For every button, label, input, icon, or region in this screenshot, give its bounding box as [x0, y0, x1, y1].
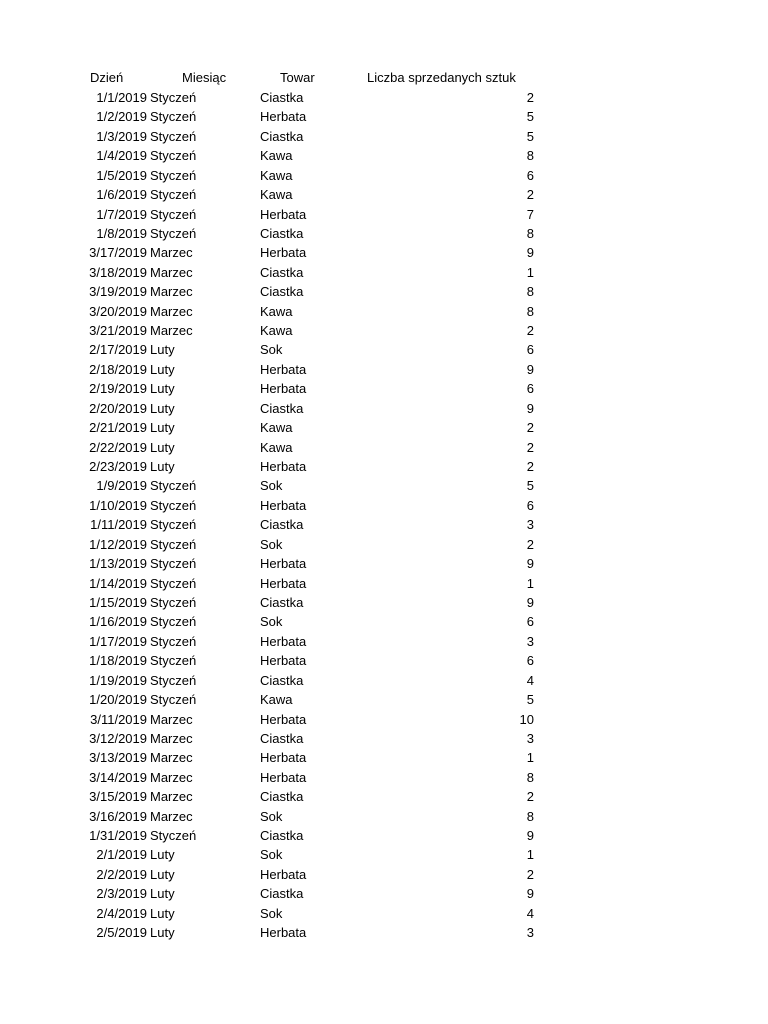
- cell-item: Kawa: [260, 187, 293, 203]
- cell-month: Styczeń: [150, 478, 197, 494]
- cell-item: Ciastka: [260, 128, 304, 144]
- cell-month: Luty: [150, 420, 175, 436]
- cell-item: Kawa: [260, 692, 293, 708]
- cell-item: Sok: [260, 614, 283, 630]
- cell-quantity: 2: [526, 187, 534, 203]
- cell-quantity: 5: [526, 478, 534, 494]
- cell-item: Sok: [260, 847, 283, 863]
- cell-month: Styczeń: [150, 556, 197, 572]
- cell-day: 2/19/2019: [89, 381, 147, 397]
- cell-day: 3/20/2019: [89, 303, 147, 319]
- cell-item: Ciastka: [260, 517, 304, 533]
- table-row: [0, 671, 768, 690]
- cell-item: Ciastka: [260, 400, 304, 416]
- cell-quantity: 6: [526, 653, 534, 669]
- cell-month: Styczeń: [150, 614, 197, 630]
- cell-quantity: 9: [526, 400, 534, 416]
- cell-day: 2/1/2019: [96, 847, 147, 863]
- cell-day: 3/21/2019: [89, 323, 147, 339]
- cell-quantity: 9: [526, 828, 534, 844]
- cell-item: Kawa: [260, 323, 293, 339]
- table-row: [0, 438, 768, 457]
- header-quantity: Liczba sprzedanych sztuk: [367, 70, 516, 85]
- table-row: [0, 399, 768, 418]
- cell-month: Styczeń: [150, 633, 197, 649]
- cell-item: Ciastka: [260, 90, 304, 105]
- cell-day: 3/12/2019: [89, 730, 147, 746]
- cell-quantity: 8: [526, 769, 534, 785]
- cell-quantity: 4: [526, 672, 534, 688]
- cell-quantity: 7: [526, 206, 534, 222]
- cell-day: 1/2/2019: [96, 109, 147, 125]
- cell-quantity: 5: [526, 109, 534, 125]
- table-row: [0, 243, 768, 262]
- table-row: [0, 710, 768, 729]
- cell-item: Herbata: [260, 925, 307, 941]
- table-row: [0, 107, 768, 126]
- cell-item: Herbata: [260, 245, 307, 261]
- cell-quantity: 5: [526, 692, 534, 708]
- cell-month: Luty: [150, 439, 175, 455]
- cell-month: Marzec: [150, 750, 193, 766]
- table-row: [0, 690, 768, 709]
- cell-month: Marzec: [150, 245, 193, 261]
- cell-item: Ciastka: [260, 264, 304, 280]
- cell-quantity: 1: [526, 264, 534, 280]
- cell-item: Herbata: [260, 361, 307, 377]
- cell-day: 3/16/2019: [89, 808, 147, 824]
- cell-item: Herbata: [260, 711, 307, 727]
- cell-day: 2/2/2019: [96, 866, 147, 882]
- cell-quantity: 6: [526, 167, 534, 183]
- table-row: [0, 748, 768, 767]
- table-row: [0, 826, 768, 845]
- table-row: [0, 632, 768, 651]
- cell-item: Kawa: [260, 167, 293, 183]
- cell-item: Herbata: [260, 381, 307, 397]
- cell-day: 2/5/2019: [96, 925, 147, 941]
- cell-day: 1/20/2019: [89, 692, 147, 708]
- cell-item: Sok: [260, 536, 283, 552]
- cell-item: Herbata: [260, 633, 307, 649]
- cell-day: 1/6/2019: [96, 187, 147, 203]
- cell-quantity: 2: [526, 536, 534, 552]
- cell-quantity: 9: [526, 361, 534, 377]
- cell-month: Luty: [150, 361, 175, 377]
- table-row: [0, 884, 768, 903]
- cell-item: Ciastka: [260, 284, 304, 300]
- table-row: [0, 651, 768, 670]
- cell-day: 2/22/2019: [89, 439, 147, 455]
- cell-quantity: 2: [526, 439, 534, 455]
- cell-day: 3/11/2019: [90, 711, 147, 727]
- cell-day: 2/20/2019: [89, 400, 147, 416]
- cell-day: 2/4/2019: [96, 905, 147, 921]
- cell-quantity: 2: [526, 420, 534, 436]
- cell-day: 1/9/2019: [96, 478, 147, 494]
- cell-quantity: 3: [526, 517, 534, 533]
- cell-item: Sok: [260, 808, 283, 824]
- cell-item: Herbata: [260, 750, 307, 766]
- cell-day: 1/4/2019: [96, 148, 147, 164]
- table-row: [0, 457, 768, 476]
- cell-item: Herbata: [260, 459, 307, 475]
- table-row: [0, 554, 768, 573]
- cell-month: Styczeń: [150, 109, 197, 125]
- cell-day: 1/14/2019: [89, 575, 147, 591]
- cell-day: 1/10/2019: [89, 497, 147, 513]
- cell-month: Luty: [150, 886, 175, 902]
- cell-month: Styczeń: [150, 692, 197, 708]
- cell-month: Luty: [150, 925, 175, 941]
- cell-month: Luty: [150, 459, 175, 475]
- table-row: [0, 302, 768, 321]
- table-row: [0, 768, 768, 787]
- cell-month: Styczeń: [150, 167, 197, 183]
- cell-month: Styczeń: [150, 517, 197, 533]
- cell-month: Styczeń: [150, 187, 197, 203]
- cell-month: Styczeń: [150, 653, 197, 669]
- cell-month: Styczeń: [150, 536, 197, 552]
- header-month: Miesiąc: [182, 70, 227, 85]
- table-row: [0, 923, 768, 942]
- cell-month: Marzec: [150, 789, 193, 805]
- cell-day: 1/31/2019: [89, 828, 147, 844]
- table-row: [0, 379, 768, 398]
- cell-item: Ciastka: [260, 730, 304, 746]
- cell-quantity: 8: [526, 225, 534, 241]
- cell-item: Ciastka: [260, 672, 304, 688]
- cell-day: 1/13/2019: [89, 556, 147, 572]
- cell-day: 1/19/2019: [89, 672, 147, 688]
- cell-item: Sok: [260, 478, 283, 494]
- cell-day: 1/15/2019: [89, 594, 147, 610]
- sales-table: [0, 68, 768, 943]
- cell-item: Herbata: [260, 769, 307, 785]
- cell-day: 3/19/2019: [89, 284, 147, 300]
- cell-month: Styczeń: [150, 497, 197, 513]
- cell-month: Marzec: [150, 303, 193, 319]
- cell-item: Ciastka: [260, 828, 304, 844]
- cell-quantity: 2: [526, 90, 534, 105]
- cell-day: 1/8/2019: [96, 225, 147, 241]
- cell-day: 1/18/2019: [89, 653, 147, 669]
- cell-quantity: 2: [526, 789, 534, 805]
- table-row: [0, 845, 768, 864]
- cell-item: Ciastka: [260, 886, 304, 902]
- cell-quantity: 6: [526, 381, 534, 397]
- table-row: [0, 224, 768, 243]
- cell-quantity: 8: [526, 148, 534, 164]
- cell-month: Marzec: [150, 769, 193, 785]
- cell-item: Herbata: [260, 109, 307, 125]
- table-row: [0, 729, 768, 748]
- cell-month: Marzec: [150, 284, 193, 300]
- cell-quantity: 6: [526, 342, 534, 358]
- cell-quantity: 4: [526, 905, 534, 921]
- cell-item: Kawa: [260, 420, 293, 436]
- table-row: [0, 166, 768, 185]
- header-day: Dzień: [90, 70, 124, 85]
- cell-month: Styczeń: [150, 206, 197, 222]
- table-row: [0, 865, 768, 884]
- cell-day: 1/11/2019: [90, 517, 147, 533]
- cell-month: Styczeń: [150, 225, 197, 241]
- cell-item: Herbata: [260, 653, 307, 669]
- cell-month: Marzec: [150, 730, 193, 746]
- cell-month: Styczeń: [150, 90, 197, 105]
- cell-day: 1/7/2019: [96, 206, 147, 222]
- cell-quantity: 1: [526, 750, 534, 766]
- cell-quantity: 9: [526, 886, 534, 902]
- cell-month: Styczeń: [150, 828, 197, 844]
- cell-month: Luty: [150, 866, 175, 882]
- cell-day: 1/16/2019: [89, 614, 147, 630]
- table-row: [0, 321, 768, 340]
- cell-month: Luty: [150, 342, 175, 358]
- cell-day: 3/14/2019: [89, 769, 147, 785]
- cell-month: Luty: [150, 381, 175, 397]
- table-row: [0, 282, 768, 301]
- cell-item: Herbata: [260, 575, 307, 591]
- table-row: [0, 807, 768, 826]
- cell-month: Styczeń: [150, 594, 197, 610]
- header-item: Towar: [280, 70, 315, 85]
- cell-quantity: 8: [526, 303, 534, 319]
- cell-month: Styczeń: [150, 672, 197, 688]
- cell-item: Ciastka: [260, 594, 304, 610]
- cell-day: 1/5/2019: [96, 167, 147, 183]
- table-row: [0, 612, 768, 631]
- table-row: [0, 787, 768, 806]
- table-row: [0, 476, 768, 495]
- cell-month: Luty: [150, 847, 175, 863]
- cell-quantity: 6: [526, 614, 534, 630]
- cell-day: 1/17/2019: [89, 633, 147, 649]
- cell-item: Herbata: [260, 206, 307, 222]
- cell-month: Luty: [150, 905, 175, 921]
- cell-day: 2/18/2019: [89, 361, 147, 377]
- cell-month: Luty: [150, 400, 175, 416]
- cell-day: 2/21/2019: [89, 420, 147, 436]
- table-row: [0, 574, 768, 593]
- table-header: [0, 68, 768, 88]
- cell-day: 3/18/2019: [89, 264, 147, 280]
- cell-quantity: 5: [526, 128, 534, 144]
- table-row: [0, 146, 768, 165]
- cell-quantity: 9: [526, 245, 534, 261]
- table-row: [0, 88, 768, 107]
- table-row: [0, 205, 768, 224]
- cell-item: Sok: [260, 342, 283, 358]
- cell-month: Marzec: [150, 711, 193, 727]
- cell-item: Herbata: [260, 497, 307, 513]
- cell-quantity: 9: [526, 594, 534, 610]
- cell-quantity: 8: [526, 284, 534, 300]
- cell-day: 2/17/2019: [89, 342, 147, 358]
- cell-quantity: 1: [526, 575, 534, 591]
- table-row: [0, 535, 768, 554]
- cell-item: Kawa: [260, 148, 293, 164]
- cell-quantity: 8: [526, 808, 534, 824]
- table-row: [0, 418, 768, 437]
- cell-quantity: 3: [526, 633, 534, 649]
- cell-quantity: 2: [526, 323, 534, 339]
- cell-quantity: 10: [519, 711, 534, 727]
- cell-quantity: 9: [526, 556, 534, 572]
- table-row: [0, 496, 768, 515]
- cell-day: 3/17/2019: [89, 245, 147, 261]
- cell-month: Styczeń: [150, 575, 197, 591]
- cell-item: Kawa: [260, 439, 293, 455]
- cell-item: Sok: [260, 905, 283, 921]
- cell-day: 1/12/2019: [89, 536, 147, 552]
- cell-quantity: 3: [526, 925, 534, 941]
- cell-quantity: 2: [526, 866, 534, 882]
- cell-item: Ciastka: [260, 789, 304, 805]
- table-row: [0, 360, 768, 379]
- cell-month: Styczeń: [150, 128, 197, 144]
- cell-item: Kawa: [260, 303, 293, 319]
- table-row: [0, 904, 768, 923]
- table-row: [0, 515, 768, 534]
- table-body: [0, 88, 768, 943]
- table-row: [0, 185, 768, 204]
- cell-month: Marzec: [150, 264, 193, 280]
- cell-day: 3/13/2019: [89, 750, 147, 766]
- cell-item: Herbata: [260, 866, 307, 882]
- cell-day: 1/3/2019: [96, 128, 147, 144]
- cell-quantity: 3: [526, 730, 534, 746]
- cell-month: Marzec: [150, 808, 193, 824]
- cell-month: Styczeń: [150, 148, 197, 164]
- cell-month: Marzec: [150, 323, 193, 339]
- cell-day: 1/1/2019: [96, 90, 147, 105]
- cell-quantity: 6: [526, 497, 534, 513]
- cell-quantity: 1: [526, 847, 534, 863]
- table-row: [0, 127, 768, 146]
- table-row: [0, 340, 768, 359]
- table-row: [0, 593, 768, 612]
- cell-day: 2/23/2019: [89, 459, 147, 475]
- cell-day: 3/15/2019: [89, 789, 147, 805]
- cell-quantity: 2: [526, 459, 534, 475]
- cell-item: Ciastka: [260, 225, 304, 241]
- cell-day: 2/3/2019: [96, 886, 147, 902]
- cell-item: Herbata: [260, 556, 307, 572]
- table-row: [0, 263, 768, 282]
